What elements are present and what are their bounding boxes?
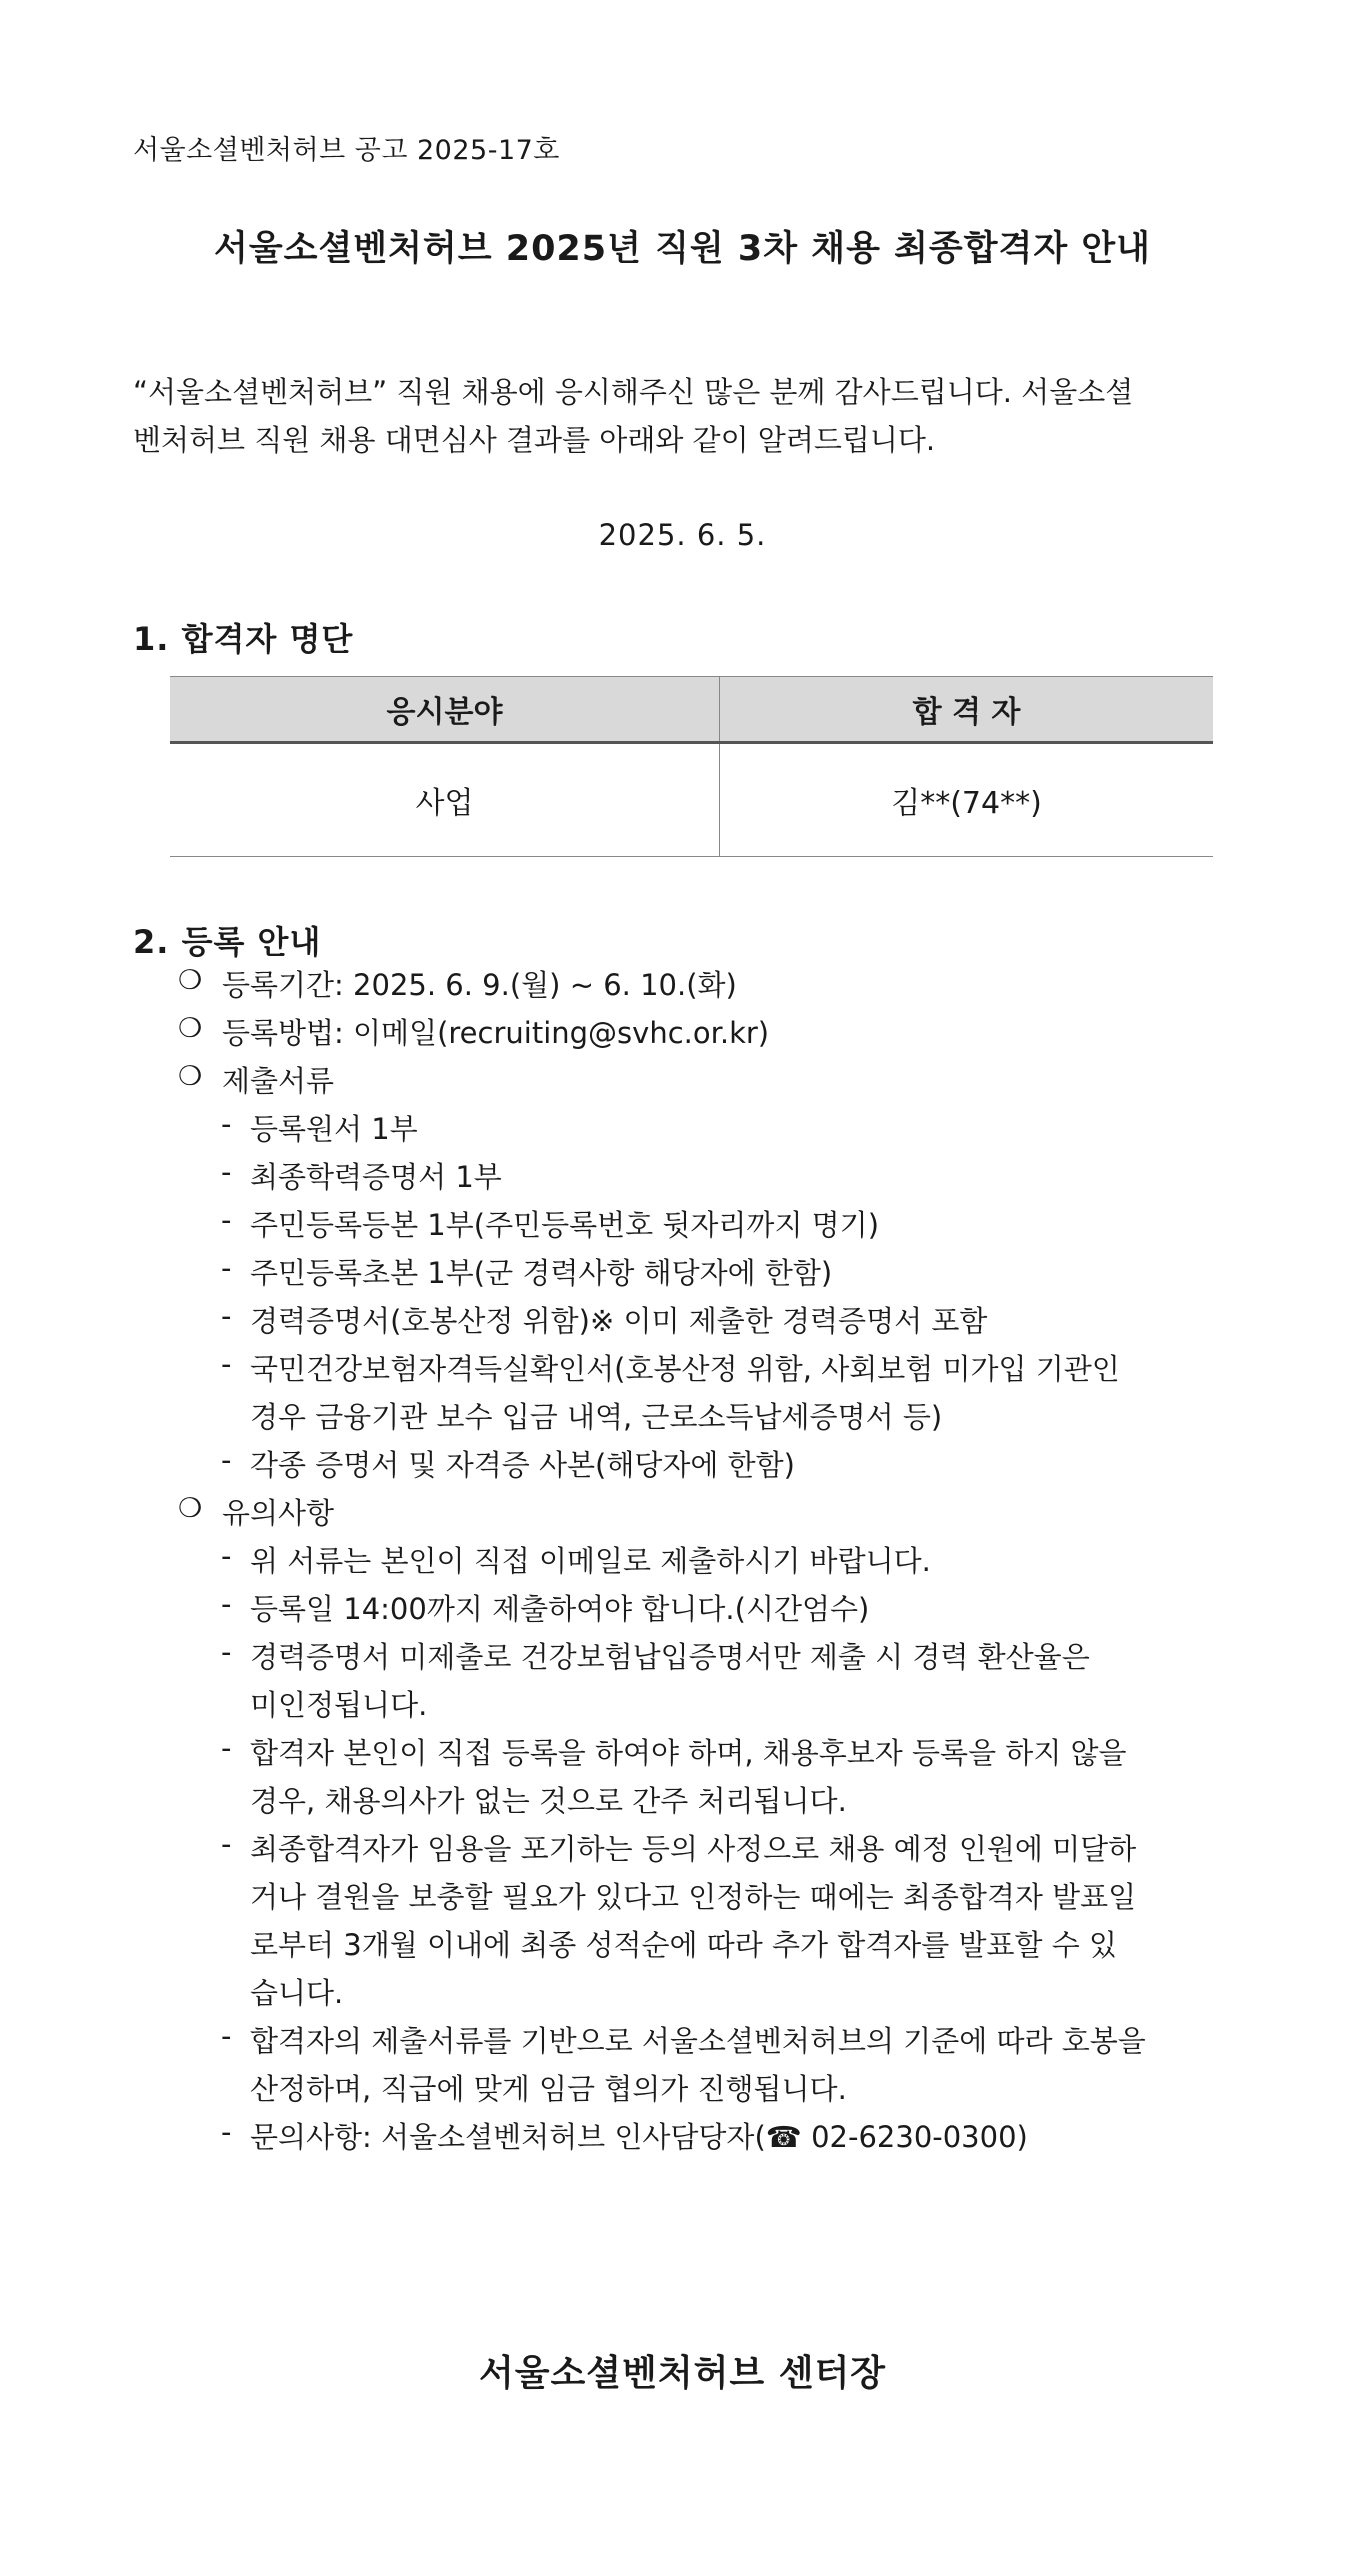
- registration-period: 등록기간: 2025. 6. 9.(월) ~ 6. 10.(화): [222, 968, 737, 1002]
- table-row: [170, 743, 1213, 857]
- dash-icon: -: [221, 1299, 232, 1333]
- document-item: 경력증명서(호봉산정 위함)※ 이미 제출한 경력증명서 포함: [250, 1304, 988, 1338]
- notes-title: 유의사항: [222, 1496, 335, 1530]
- note-item-continued: 로부터 3개월 이내에 최종 성적순에 따라 추가 합격자를 발표할 수 있: [250, 1928, 1118, 1962]
- dash-icon: -: [221, 1635, 232, 1669]
- dash-icon: -: [221, 1155, 232, 1189]
- intro-line-2: 벤처허브 직원 채용 대면심사 결과를 아래와 같이 알려드립니다.: [133, 423, 936, 457]
- dash-icon: -: [221, 1827, 232, 1861]
- registration-method: 등록방법: 이메일(recruiting@svhc.or.kr): [222, 1016, 770, 1050]
- document-item-continued: 경우 금융기관 보수 입금 내역, 근로소득납세증명서 등): [250, 1400, 943, 1434]
- note-item: 위 서류는 본인이 직접 이메일로 제출하시기 바랍니다.: [250, 1544, 931, 1578]
- document-item: 국민건강보험자격득실확인서(호봉산정 위함, 사회보험 미가입 기관인: [250, 1352, 1120, 1386]
- intro-line-1: “서울소셜벤처허브” 직원 채용에 응시해주신 많은 분께 감사드립니다. 서울소셜: [133, 375, 1134, 409]
- note-item: 최종합격자가 임용을 포기하는 등의 사정으로 채용 예정 인원에 미달하: [250, 1832, 1137, 1866]
- document-item: 주민등록등본 1부(주민등록번호 뒷자리까지 명기): [250, 1208, 880, 1242]
- table-header-field: 응시분야: [170, 677, 720, 743]
- dash-icon: -: [221, 2115, 232, 2149]
- note-item-continued: 산정하며, 직급에 맞게 임금 협의가 진행됩니다.: [250, 2072, 847, 2106]
- document-item: 주민등록초본 1부(군 경력사항 해당자에 한함): [250, 1256, 833, 1290]
- note-item: 경력증명서 미제출로 건강보험납입증명서만 제출 시 경력 환산율은: [250, 1640, 1090, 1674]
- note-item: 등록일 14:00까지 제출하여야 합니다.(시간엄수): [250, 1592, 870, 1626]
- document-item: 각종 증명서 및 자격증 사본(해당자에 한함): [250, 1448, 795, 1482]
- notice-number: 서울소셜벤처허브 공고 2025-17호: [133, 135, 560, 166]
- signature: 서울소셜벤처허브 센터장: [478, 2353, 887, 2394]
- dash-icon: -: [221, 2019, 232, 2053]
- bullet-icon: ❍: [178, 1493, 203, 1524]
- note-item-continued: 미인정됩니다.: [250, 1688, 428, 1722]
- bullet-icon: ❍: [178, 1013, 203, 1044]
- dash-icon: -: [221, 1587, 232, 1621]
- dash-icon: -: [221, 1443, 232, 1477]
- note-item-continued: 습니다.: [250, 1976, 344, 2010]
- note-item: 합격자의 제출서류를 기반으로 서울소셜벤처허브의 기준에 따라 호봉을: [250, 2024, 1146, 2058]
- bullet-icon: ❍: [178, 965, 203, 996]
- dash-icon: -: [221, 1203, 232, 1237]
- table-header-passer: 합 격 자: [720, 677, 1214, 743]
- contact-info: 문의사항: 서울소셜벤처허브 인사담당자(☎ 02-6230-0300): [250, 2120, 1028, 2154]
- document-item: 최종학력증명서 1부: [250, 1160, 502, 1194]
- section-1-heading: 1. 합격자 명단: [133, 620, 354, 658]
- dash-icon: -: [221, 1107, 232, 1141]
- dash-icon: -: [221, 1539, 232, 1573]
- table-header-row: [170, 677, 1213, 743]
- table-cell-field: 사업: [170, 743, 720, 857]
- announcement-date: 2025. 6. 5.: [598, 518, 767, 552]
- passer-table: [170, 676, 1213, 857]
- bullet-icon: ❍: [178, 1061, 203, 1092]
- table-cell-passer: 김**(74**): [720, 743, 1214, 857]
- document-title: 서울소셜벤처허브 2025년 직원 3차 채용 최종합격자 안내: [214, 229, 1151, 269]
- dash-icon: -: [221, 1347, 232, 1381]
- documents-title: 제출서류: [222, 1064, 335, 1098]
- dash-icon: -: [221, 1731, 232, 1765]
- note-item-continued: 거나 결원을 보충할 필요가 있다고 인정하는 때에는 최종합격자 발표일: [250, 1880, 1137, 1914]
- document-item: 등록원서 1부: [250, 1112, 418, 1146]
- section-2-heading: 2. 등록 안내: [133, 923, 322, 961]
- note-item-continued: 경우, 채용의사가 없는 것으로 간주 처리됩니다.: [250, 1784, 847, 1818]
- note-item: 합격자 본인이 직접 등록을 하여야 하며, 채용후보자 등록을 하지 않을: [250, 1736, 1127, 1770]
- dash-icon: -: [221, 1251, 232, 1285]
